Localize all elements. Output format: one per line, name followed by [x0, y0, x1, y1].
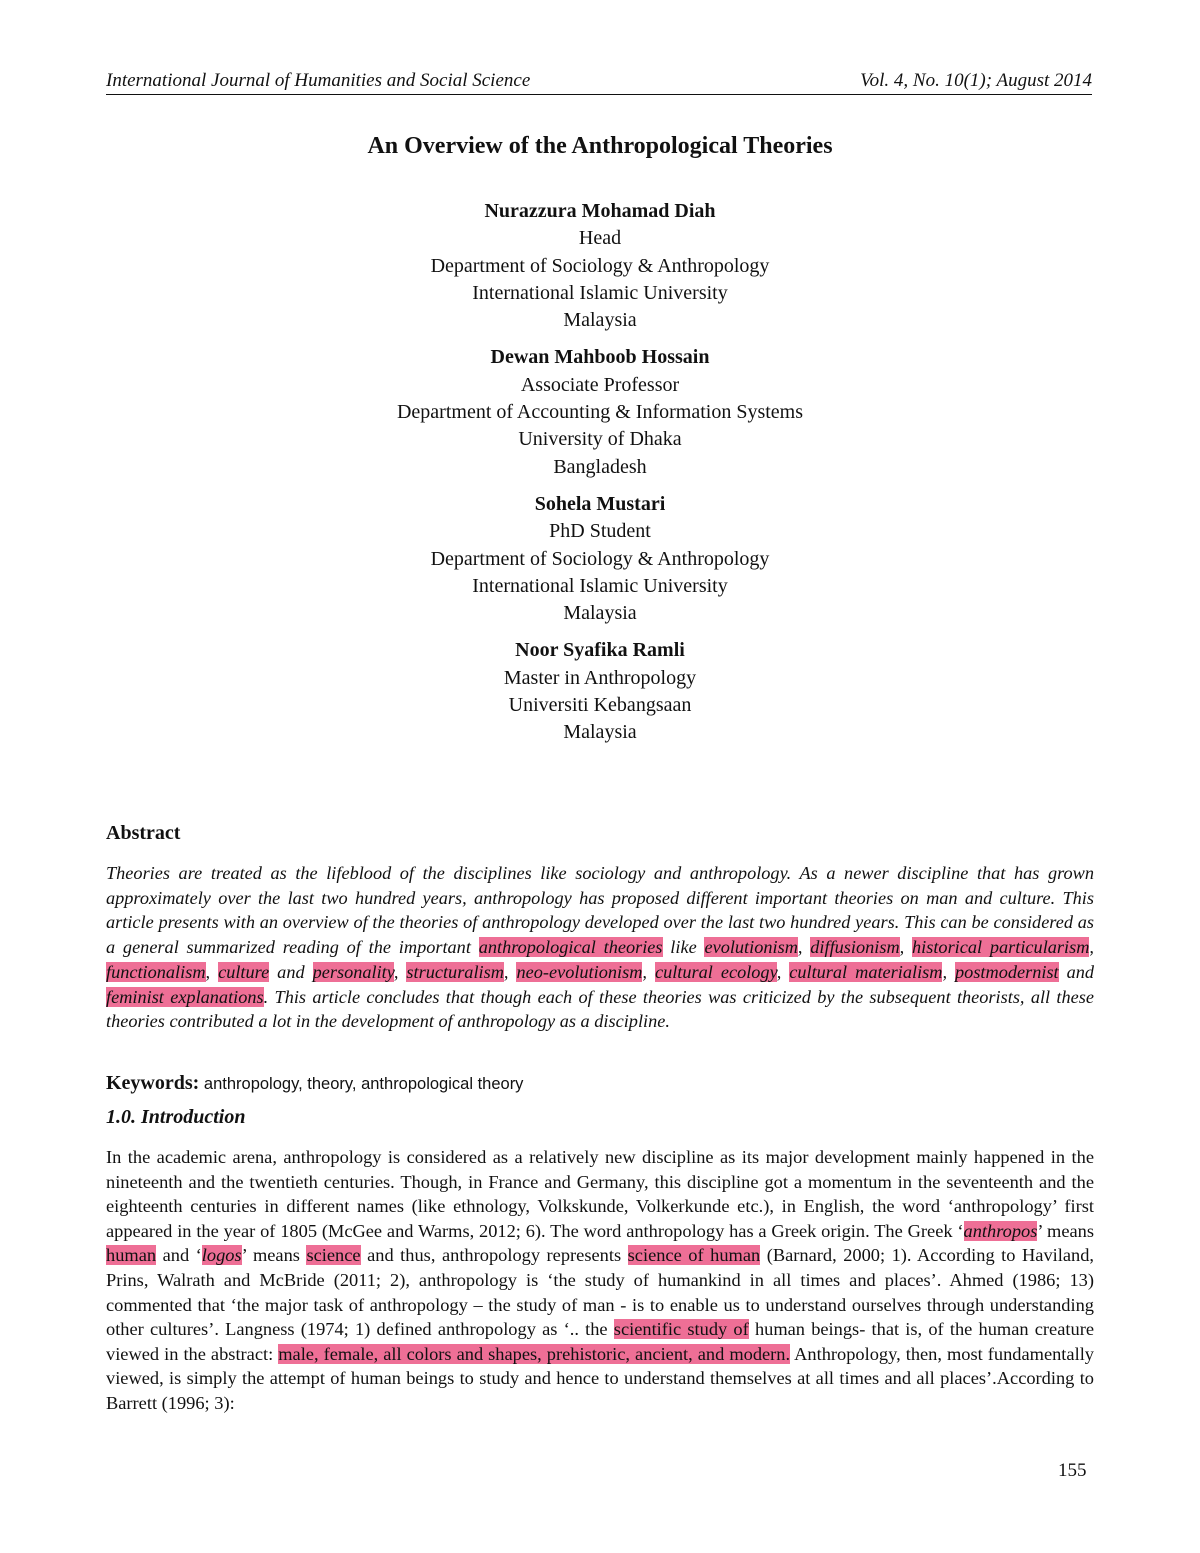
author-block: [0, 198, 1200, 334]
highlighted-term: structuralism: [406, 961, 504, 982]
text-run: Theories are treated as the lifeblood of the disciplines like sociology and anthropology. As a newer discipline that has grown approximately over the last two hundred years, anthropology has proposed different important theories on man and culture. This article presents with an overview of the theories of anthropology developed over the last two hundred years. This can be considered as a general summarized reading of the important: [106, 863, 1094, 958]
author-role: Master in Anthropology: [503, 666, 697, 689]
text-run: (Barnard, 2000; 1). According to Haviland, Prins, Walrath and McBride (2011; 2), anthropology is ‘the study of humankind in all times and places’. Ahmed (1986; 13) commented that ‘the major task of anthropology – the study of man - is to enable us to understand ourselves through understanding other cultures’. Langness (1974; 1) defined anthropology as ‘.. the: [106, 1245, 1095, 1340]
highlighted-term: cultural ecology: [654, 961, 777, 982]
abstract-heading: Abstract: [106, 822, 181, 844]
author-department: Department of Sociology & Anthropology: [430, 254, 770, 277]
highlighted-term: postmodernist: [955, 961, 1059, 982]
highlighted-term: logos: [201, 1245, 242, 1266]
author-block: [0, 637, 1200, 746]
highlighted-term: historical particularism: [912, 937, 1090, 958]
text-run: ,: [776, 961, 790, 982]
author-list: [0, 198, 1200, 757]
text-run: In the academic arena, anthropology is considered as a relatively new discipline as its major development mainly happened in the nineteenth and the twentieth centuries. Though, in France and Germany, this discipline got a momentum in the seventeenth and the eighteenth centuries in different names (like ethnology, Volkskunde, Volkerkunde etc.), in English, the word ‘anthropology’ first appeared in the year of 1805 (McGee and Warms, 2012; 6). The word anthropology has a Greek origin. The Greek ‘: [106, 1147, 1094, 1241]
text-run: ,: [205, 961, 219, 982]
journal-name: International Journal of Humanities and Social Science: [106, 70, 531, 91]
text-run: ,: [393, 961, 407, 982]
issue-info: Vol. 4, No. 10(1); August 2014: [860, 70, 1092, 91]
text-run: ’ means: [1037, 1220, 1094, 1241]
author-role: PhD Student: [549, 520, 651, 543]
keywords-value: anthropology, theory, anthropological theory: [203, 1075, 524, 1093]
running-header: [106, 70, 1092, 95]
highlighted-term: male, female, all colors and shapes, prehistoric, ancient, and modern.: [278, 1343, 791, 1364]
text-run: . This article concludes that though each of these theories was criticized by the subsequent theorists, all these theories contributed a lot in the development of anthropology as a discipline.: [106, 986, 1094, 1032]
author-name: Noor Syafika Ramli: [515, 639, 685, 662]
text-run: ,: [942, 961, 956, 982]
abstract-text: [106, 861, 1094, 1034]
author-institution: International Islamic University: [472, 281, 728, 304]
text-run: ,: [503, 961, 517, 982]
text-run: Anthropology, then, most fundamentally viewed, is simply the attempt of human beings to study and hence to understand themselves at all times and all places’.According to Barrett (1996; 3):: [106, 1343, 1094, 1413]
highlighted-term: anthropos: [963, 1220, 1038, 1241]
author-country: Malaysia: [563, 602, 637, 625]
author-institution: Universiti Kebangsaan: [508, 694, 692, 717]
highlighted-term: culture: [218, 961, 270, 982]
highlighted-term: science of human: [627, 1245, 761, 1266]
highlighted-term: personality: [312, 961, 394, 982]
highlighted-term: functionalism: [106, 961, 206, 982]
author-block: [0, 491, 1200, 627]
introduction-text: [106, 1145, 1094, 1416]
text-run: ,: [899, 937, 913, 958]
author-block: [0, 344, 1200, 480]
author-country: Bangladesh: [553, 455, 647, 478]
author-role: Head: [578, 227, 622, 250]
article-title: An Overview of the Anthropological Theories: [367, 133, 833, 159]
highlighted-term: scientific study of: [613, 1319, 749, 1340]
highlighted-term: evolutionism: [704, 937, 798, 958]
text-run: ,: [642, 961, 655, 982]
text-run: human beings- that is, of the human creature viewed in the abstract:: [106, 1319, 1094, 1364]
section-heading-introduction: 1.0. Introduction: [106, 1106, 246, 1128]
author-name: Sohela Mustari: [534, 492, 666, 515]
highlighted-term: feminist explanations: [106, 986, 264, 1007]
author-country: Malaysia: [563, 309, 637, 332]
author-name: Nurazzura Mohamad Diah: [484, 200, 716, 222]
text-run: ’ means: [241, 1245, 307, 1266]
keywords-line: [106, 1072, 1094, 1095]
text-run: like: [662, 937, 705, 958]
author-institution: International Islamic University: [472, 574, 728, 597]
text-run: ,: [1089, 937, 1094, 958]
author-department: Department of Sociology & Anthropology: [430, 547, 770, 570]
author-department: Department of Accounting & Information Systems: [396, 401, 804, 424]
author-name: Dewan Mahboob Hossain: [490, 346, 710, 369]
text-run: ,: [797, 937, 811, 958]
highlighted-term: anthropological theories: [478, 937, 663, 958]
highlighted-term: science: [306, 1245, 361, 1266]
highlighted-term: diffusionism: [810, 937, 900, 958]
keywords-label: Keywords:: [106, 1072, 200, 1094]
author-role: Associate Professor: [520, 373, 680, 396]
text-run: and: [269, 961, 313, 982]
text-run: and ‘: [156, 1245, 202, 1266]
highlighted-term: neo-evolutionism: [516, 961, 643, 982]
highlighted-term: cultural materialism: [789, 961, 943, 982]
author-institution: University of Dhaka: [518, 428, 682, 451]
page-number: 155: [1058, 1460, 1087, 1481]
author-country: Malaysia: [563, 721, 637, 744]
highlighted-term: human: [106, 1245, 157, 1266]
text-run: and thus, anthropology represents: [360, 1245, 628, 1266]
text-run: and: [1058, 961, 1095, 982]
